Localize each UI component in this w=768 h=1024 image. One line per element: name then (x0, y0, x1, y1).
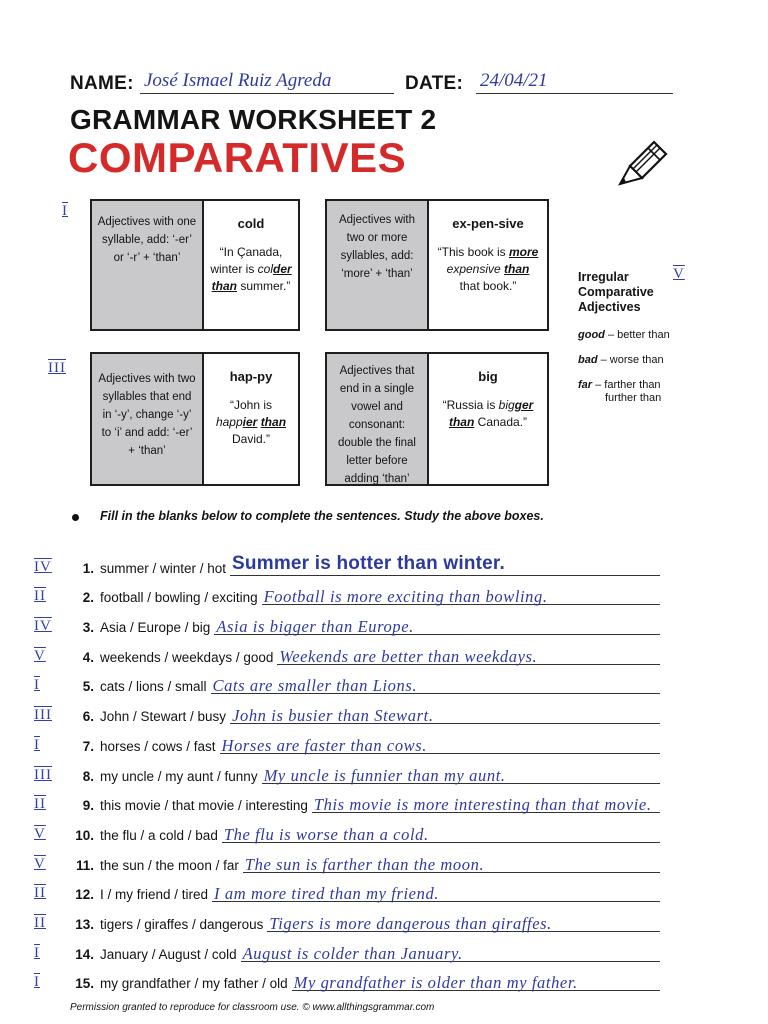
answer-blank[interactable] (220, 733, 660, 754)
example-than: than (211, 279, 237, 293)
example-stem: big (498, 398, 515, 412)
answer-blank[interactable] (211, 673, 660, 694)
row-mark: III (34, 707, 52, 724)
exercise-row (30, 843, 660, 873)
example-suffix: more (509, 245, 539, 259)
answer-text: Asia is bigger than Europe. (216, 617, 414, 637)
rule-box-1 (90, 199, 300, 331)
example-cell (429, 354, 547, 484)
row-mark: II (34, 885, 46, 902)
answer-blank[interactable] (277, 644, 660, 665)
instructions: Fill in the blanks below to complete the sentences. Study the above boxes. (100, 509, 544, 523)
rule-text: Adjectives with two or more syllables, add: ‘more’ + ‘than’ (327, 201, 429, 329)
example-after: expensive (446, 262, 505, 276)
irregular-word: far (578, 379, 593, 391)
exercise-row (30, 546, 660, 576)
answer-blank[interactable] (241, 941, 660, 962)
row-prompt: I / my friend / tired (100, 887, 209, 903)
row-mark: IV (34, 618, 52, 635)
irregular-title: Irregular Comparative Adjectives (578, 270, 654, 314)
answer-blank[interactable] (243, 852, 660, 873)
answer-blank[interactable] (222, 822, 660, 843)
row-number: 6. (82, 709, 94, 725)
example-suffix: ier (242, 415, 258, 429)
example-suffix: der (273, 262, 292, 276)
answer-text: The flu is worse than a cold. (223, 824, 429, 844)
answer-text: Football is more exciting than bowling. (263, 587, 548, 607)
row-mark: I (34, 677, 40, 694)
row-prompt: the flu / a cold / bad (100, 827, 218, 843)
row-number: 11. (75, 857, 94, 873)
row-prompt: cats / lions / small (100, 679, 207, 695)
example-than: than (504, 262, 530, 276)
irregular-mark: V (673, 266, 685, 282)
irregular-form: – farther than (592, 379, 661, 391)
answer-text: Tigers is more dangerous than giraffes. (269, 913, 552, 933)
example-than: than (448, 415, 475, 429)
answer-text: This movie is more interesting than that movie. (313, 795, 652, 815)
exercise-row (30, 694, 660, 724)
date-field[interactable]: 24/04/21 (476, 70, 673, 94)
exercise-row (30, 754, 660, 784)
row-number: 2. (82, 590, 94, 606)
example-start: “In Çanada, winter is (210, 245, 283, 276)
box-mark-1: I (62, 203, 68, 219)
rule-text: Adjectives with one syllable, add: ‘-er’ or ‘-r’ + ‘than’ (92, 201, 204, 329)
answer-text: My grandfather is older than my father. (293, 973, 578, 993)
row-mark: II (34, 796, 46, 813)
row-mark: III (34, 766, 52, 783)
answer-text: Cats are smaller than Lions. (212, 676, 418, 696)
row-prompt: my grandfather / my father / old (100, 976, 288, 992)
exercise-row (30, 902, 660, 932)
answer-text: I am more tired than my friend. (214, 884, 440, 904)
row-mark: I (34, 974, 40, 991)
answer-blank[interactable] (214, 614, 660, 635)
row-mark: V (34, 825, 46, 842)
answer-blank[interactable] (292, 970, 660, 991)
pencil-icon (612, 134, 674, 186)
row-number: 13. (75, 916, 94, 932)
row-number: 15. (75, 976, 94, 992)
irregular-form: – better than (604, 329, 670, 341)
answer-text: Horses are faster than cows. (221, 735, 428, 755)
exercise-row (30, 665, 660, 695)
row-prompt: football / bowling / exciting (100, 590, 258, 606)
exercise-row (30, 873, 660, 903)
irregular-form-alt: further than (605, 392, 662, 404)
adjective-word: cold (237, 216, 265, 231)
example-cell (204, 354, 298, 484)
row-prompt: January / August / cold (100, 946, 237, 962)
exercise-row (30, 784, 660, 814)
date-label: DATE: (405, 73, 464, 94)
row-prompt: my uncle / my aunt / funny (100, 768, 258, 784)
worksheet-title: GRAMMAR WORKSHEET 2 (70, 104, 437, 135)
row-mark: II (34, 588, 46, 605)
irregular-word: bad (578, 354, 598, 366)
row-mark: II (34, 914, 46, 931)
irregular-word: good (578, 329, 605, 341)
example-start: “Russia is (442, 398, 499, 412)
example-than: than (260, 415, 287, 429)
row-number: 8. (82, 768, 94, 784)
row-number: 10. (75, 827, 94, 843)
irregular-item-bad (578, 354, 664, 367)
rule-text: Adjectives that end in a single vowel and consonant: double the final letter before adding ‘than’ (327, 354, 429, 484)
copyright-footer: Permission granted to reproduce for classroom use. © www.allthingsgrammar.com (70, 1002, 435, 1013)
exercise-row (30, 605, 660, 635)
row-mark: I (34, 944, 40, 961)
row-number: 7. (82, 738, 94, 754)
exercise-row (30, 576, 660, 606)
example-cell (204, 201, 298, 329)
example-suffix: ger (514, 398, 534, 412)
rule-box-2 (325, 199, 549, 331)
exercise-row (30, 962, 660, 992)
row-number: 12. (75, 887, 94, 903)
answer-blank[interactable] (212, 881, 660, 902)
irregular-form: – worse than (597, 354, 664, 366)
example-end: summer.” (237, 279, 291, 293)
exercise-list (30, 546, 660, 991)
example-start: “John is (229, 398, 273, 412)
answer-blank[interactable] (262, 584, 660, 605)
row-number: 3. (82, 620, 94, 636)
example-start: “This book is (437, 245, 509, 259)
name-field[interactable]: José Ismael Ruiz Agreda (140, 70, 394, 94)
example-end: that book.” (459, 279, 517, 293)
bullet-icon (72, 514, 79, 521)
exercise-row (30, 932, 660, 962)
example-stem: happ (215, 415, 243, 429)
adjective-word: ex-pen-sive (452, 216, 524, 231)
exercise-row (30, 813, 660, 843)
rule-text: Adjectives with two syllables that end in ‘-y’, change ‘-y’ to ‘i’ and add: ‘-er’ + ‘than’ (92, 354, 204, 484)
row-prompt: John / Stewart / busy (100, 709, 227, 725)
row-prompt: this movie / that movie / interesting (100, 798, 308, 814)
exercise-row (30, 635, 660, 665)
answer-text: Summer is hotter than winter. (232, 552, 505, 574)
rule-box-3 (90, 352, 300, 486)
answer-text: August is colder than January. (242, 943, 463, 963)
answer-text: The sun is farther than the moon. (244, 854, 485, 874)
box-mark-3: III (48, 360, 66, 376)
example-stem: col (257, 262, 273, 276)
adjective-word: big (478, 369, 498, 384)
answer-blank[interactable] (267, 911, 660, 932)
row-number: 14. (75, 946, 94, 962)
answer-blank[interactable] (230, 552, 660, 576)
exercise-row (30, 724, 660, 754)
answer-text: Weekends are better than weekdays. (279, 646, 538, 666)
example-end: David.” (231, 432, 270, 446)
row-number: 9. (82, 798, 94, 814)
irregular-item-good (578, 329, 670, 342)
row-prompt: the sun / the moon / far (100, 857, 239, 873)
row-prompt: horses / cows / fast (100, 738, 216, 754)
row-number: 1. (82, 560, 94, 576)
name-label: NAME: (70, 73, 134, 94)
adjective-word: hap-py (229, 369, 273, 384)
rule-box-4 (325, 352, 549, 486)
answer-text: My uncle is funnier than my aunt. (263, 765, 506, 785)
answer-blank[interactable] (230, 703, 660, 724)
row-number: 4. (82, 649, 94, 665)
answer-blank[interactable] (262, 763, 660, 784)
row-mark: I (34, 736, 40, 753)
row-mark: IV (34, 558, 52, 575)
example-end: Canada.” (474, 415, 528, 429)
answer-blank[interactable] (312, 792, 660, 813)
example-cell (429, 201, 547, 329)
row-prompt: Asia / Europe / big (100, 620, 211, 636)
row-mark: V (34, 647, 46, 664)
row-number: 5. (82, 679, 94, 695)
row-mark: V (34, 855, 46, 872)
row-prompt: weekends / weekdays / good (100, 649, 274, 665)
worksheet-subtitle: COMPARATIVES (68, 134, 407, 181)
answer-text: John is busier than Stewart. (232, 706, 434, 726)
row-prompt: tigers / giraffes / dangerous (100, 916, 264, 932)
row-prompt: summer / winter / hot (100, 560, 227, 576)
irregular-item-far (578, 379, 661, 405)
